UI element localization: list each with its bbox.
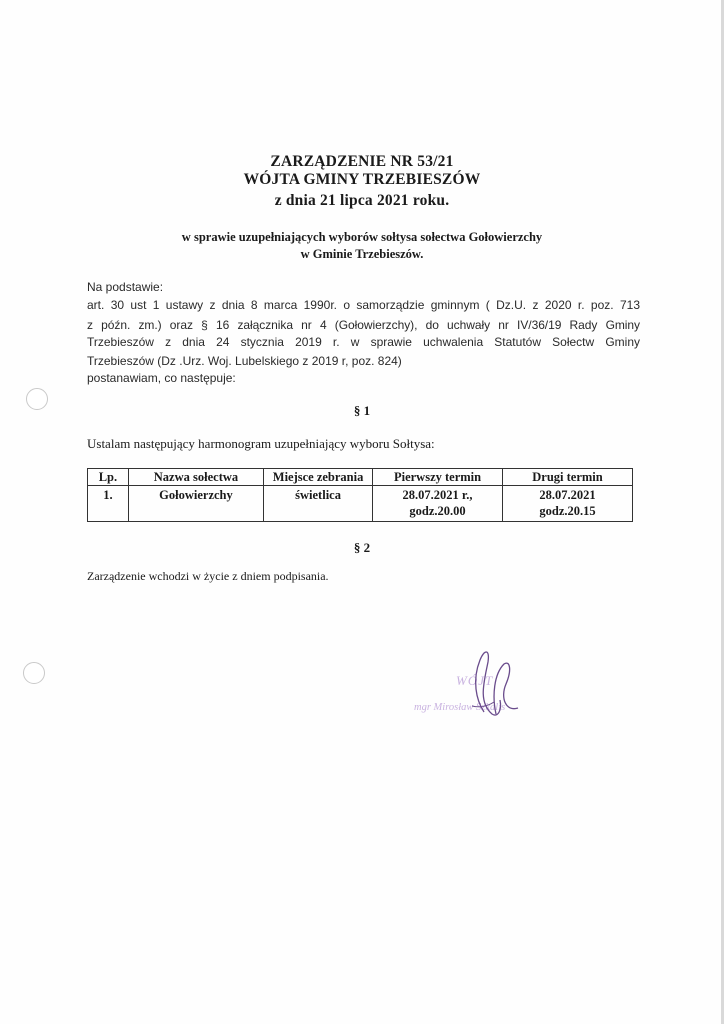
legal-basis-line: Trzebieszów (Dz .Urz. Woj. Lubelskiego z 2019 r, poz. 824) bbox=[87, 354, 402, 368]
document-date: z dnia 21 lipca 2021 roku. bbox=[274, 192, 450, 209]
second-term-date: 28.07.2021 bbox=[539, 488, 596, 502]
legal-basis-line: art. 30 ust 1 ustawy z dnia 8 marca 1990r. o samorządzie gminnym ( Dz.U. z 2020 r. poz. 713 bbox=[87, 298, 640, 312]
column-header-first-term: Pierwszy termin bbox=[373, 469, 503, 486]
stamp-name: mgr Mirosław Szkalis bbox=[414, 702, 506, 713]
legal-basis-intro: Na podstawie: bbox=[87, 280, 164, 294]
legal-basis-decision: postanawiam, co następuje: bbox=[87, 371, 236, 385]
cell-name: Gołowierzchy bbox=[128, 486, 263, 522]
document-subject: w sprawie uzupełniających wyborów sołtysa sołectwa Gołowierzchy bbox=[181, 230, 543, 244]
legal-basis-line: z późn. zm.) oraz § 16 załącznika nr 4 (Gołowierzchy), do uchwały nr IV/36/19 Rady Gminy bbox=[87, 318, 640, 332]
first-term-date: 28.07.2021 r., bbox=[402, 488, 473, 502]
cell-second-term bbox=[503, 486, 633, 522]
punch-hole-mark bbox=[23, 662, 45, 684]
signature-stroke bbox=[494, 663, 518, 714]
schedule-table bbox=[87, 468, 633, 522]
section-mark-2: § 2 bbox=[353, 540, 371, 555]
column-header-name: Nazwa sołectwa bbox=[128, 469, 263, 486]
cell-lp: 1. bbox=[88, 486, 129, 522]
stamp-title: WÓJT bbox=[456, 673, 494, 688]
first-term-time: godz.20.00 bbox=[409, 504, 466, 518]
schedule-intro: Ustalam następujący harmonogram uzupełniający wyboru Sołtysa: bbox=[87, 436, 435, 451]
column-header-second-term: Drugi termin bbox=[503, 469, 633, 486]
document-title: ZARZĄDZENIE NR 53/21 bbox=[270, 153, 454, 170]
table-header-row bbox=[88, 469, 633, 486]
legal-basis-line: Trzebieszów z dnia 24 stycznia 2019 r. w sprawie uchwalenia Statutów Sołectw Gminy bbox=[87, 335, 640, 349]
table-row bbox=[88, 486, 633, 522]
second-term-time: godz.20.15 bbox=[539, 504, 596, 518]
column-header-lp: Lp. bbox=[88, 469, 129, 486]
cell-place: świetlica bbox=[264, 486, 373, 522]
section-mark-1: § 1 bbox=[353, 403, 371, 418]
column-header-place: Miejsce zebrania bbox=[264, 469, 373, 486]
document-issuer: WÓJTA GMINY TRZEBIESZÓW bbox=[243, 171, 481, 188]
signature-stroke bbox=[472, 702, 494, 707]
cell-first-term bbox=[373, 486, 503, 522]
document-subject-cont: w Gminie Trzebieszów. bbox=[300, 247, 424, 261]
effective-clause: Zarządzenie wchodzi w życie z dniem podpisania. bbox=[87, 569, 329, 583]
signature-stamp bbox=[380, 640, 580, 730]
handwritten-signature bbox=[380, 640, 580, 730]
